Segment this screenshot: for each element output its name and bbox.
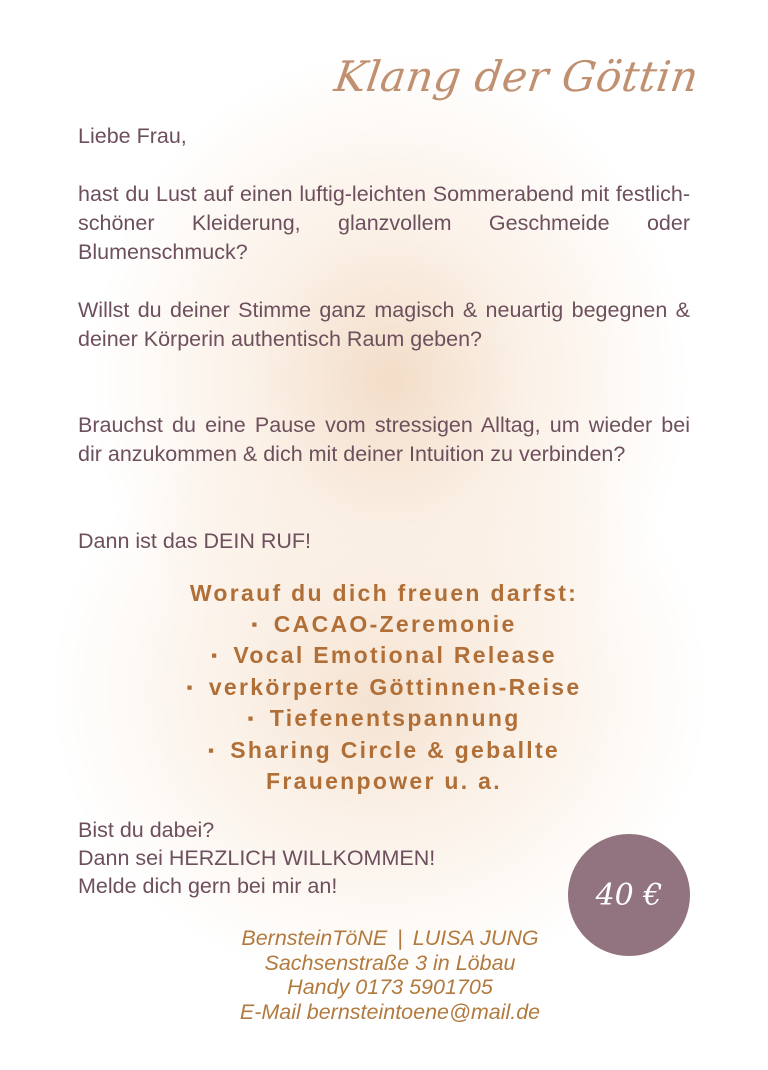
contact-address: Sachsenstraße 3 in Löbau	[264, 950, 516, 975]
closing-section	[78, 816, 435, 900]
feature-item: ▪ Tiefenentspannung	[100, 703, 668, 735]
closing-signup: Melde dich gern bei mir an!	[78, 874, 338, 898]
greeting: Liebe Frau,	[78, 124, 187, 148]
features-heading: Worauf du dich freuen darfst:	[189, 580, 579, 606]
contact-block	[160, 926, 620, 1024]
paragraph-pause: Brauchst du eine Pause vom stressigen Alltag, um wieder bei dir anzukommen & dich mit deiner Intuition zu verbinden?	[78, 413, 690, 466]
contact-name: LUISA JUNG	[412, 926, 539, 950]
closing-question: Bist du dabei?	[78, 818, 215, 842]
paragraph-intro: hast du Lust auf einen luftig-leichten Sommerabend mit festlich-schöner Kleiderung, glanzvollem Geschmeide oder Blumenschmuck?	[78, 182, 690, 264]
feature-item-continuation: Frauenpower u. a.	[266, 768, 502, 794]
closing-welcome: Dann sei HERZLICH WILLKOMMEN!	[78, 846, 436, 870]
price-label: 40 €	[595, 877, 663, 913]
contact-phone[interactable]: Handy 0173 5901705	[287, 975, 493, 999]
contact-brand-line	[160, 926, 620, 951]
features-section	[100, 578, 668, 797]
contact-email[interactable]: E-Mail bernsteintoene@mail.de	[239, 999, 541, 1024]
feature-item: ▪ verkörperte Göttinnen-Reise	[100, 672, 668, 704]
flyer-title: Klang der Göttin	[331, 52, 702, 101]
paragraph-call: Dann ist das DEIN RUF!	[78, 529, 311, 553]
contact-separator: |	[397, 926, 403, 950]
feature-item: ▪ CACAO-Zeremonie	[100, 609, 668, 641]
paragraph-voice: Willst du deiner Stimme ganz magisch & neuartig begegnen & deiner Körperin authentisch Raum geben?	[78, 298, 690, 351]
feature-item: ▪ Vocal Emotional Release	[100, 640, 668, 672]
feature-item: ▪ Sharing Circle & geballte	[100, 735, 668, 767]
contact-brand: BernsteinTöNE	[241, 926, 388, 950]
